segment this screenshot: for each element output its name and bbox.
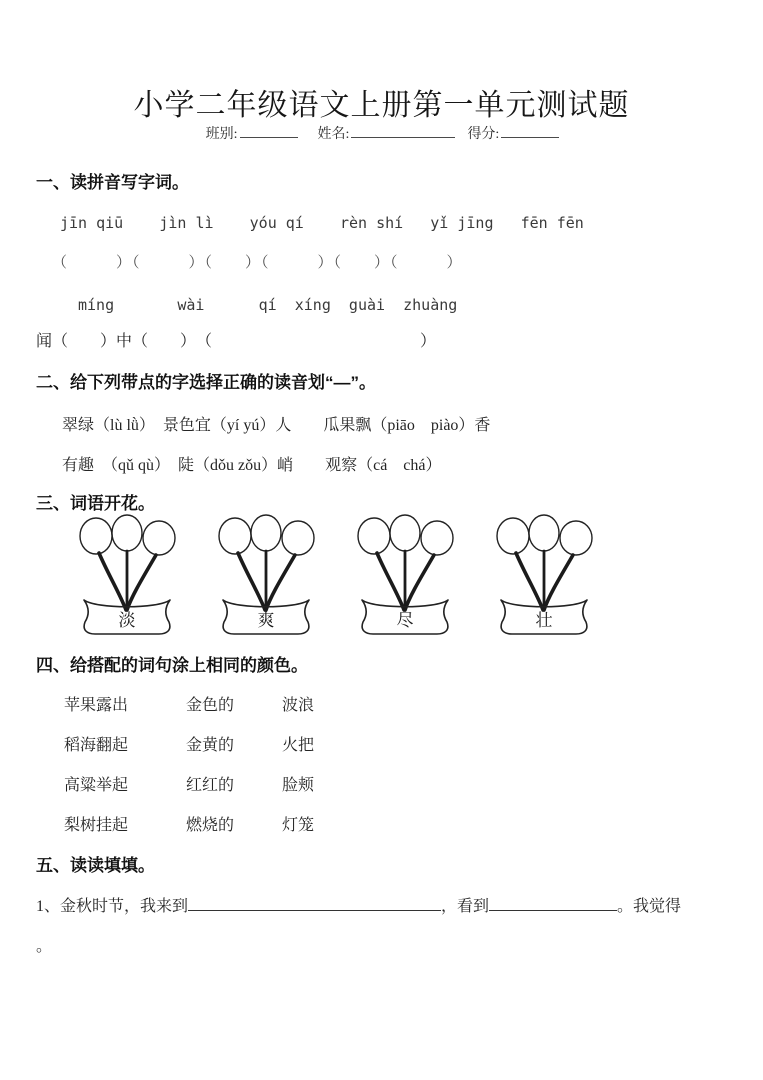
question-text: ，看到 (441, 898, 490, 915)
match-cell: 红红的 (186, 777, 235, 794)
section-one-heading: 一、读拼音写字词。 (36, 173, 189, 192)
stem (516, 553, 543, 610)
section-two-line-2: 有趣 （qǔ qù） 陡（dǒu zǒu）峭 观察（cá chá） (62, 457, 442, 474)
matching-table (64, 686, 402, 846)
flower-pot-drawing (70, 512, 185, 636)
section-one-bracket-row: （ ）（ ）（ ）（ ）（ ）（ ） (52, 255, 463, 271)
section-one-pinyin-row-2: míng wài qí xíng guài zhuàng (78, 296, 458, 314)
match-cell: 燃烧的 (186, 817, 235, 834)
petal-circle (112, 515, 142, 551)
match-cell: 脸颊 (282, 777, 315, 794)
petal-circle (529, 515, 559, 551)
stem (127, 555, 156, 610)
petal-circle (358, 518, 390, 554)
stem (238, 553, 265, 610)
match-cell: 苹果露出 (64, 697, 129, 714)
flower-pot-drawing (209, 512, 324, 636)
match-cell: 高粱举起 (64, 777, 129, 794)
student-info-line (0, 122, 763, 143)
match-cell: 梨树挂起 (64, 817, 129, 834)
petal-circle (282, 521, 314, 555)
petal-circle (251, 515, 281, 551)
stem (405, 555, 434, 610)
section-four-heading: 四、给搭配的词句涂上相同的颜色。 (36, 656, 308, 675)
stem (544, 555, 573, 610)
class-blank (240, 122, 298, 138)
pot-character: 尽 (396, 611, 414, 630)
petal-circle (219, 518, 251, 554)
name-label: 姓名: (317, 127, 350, 142)
match-cell: 金色的 (186, 697, 235, 714)
class-label: 班别: (205, 127, 238, 142)
flower-pot-drawing (487, 512, 602, 636)
pot-character: 淡 (118, 611, 136, 630)
section-two-heading: 二、给下列带点的字选择正确的读音划“—”。 (36, 373, 376, 392)
match-cell: 波浪 (282, 697, 315, 714)
fill-blank (489, 895, 617, 911)
word-flower-pot (348, 512, 463, 636)
word-flower-pot (209, 512, 324, 636)
section-two-line-1: 翠绿（lù lǜ） 景色宜（yí yú）人 瓜果飘（piāo piào）香 (62, 417, 491, 434)
match-cell: 灯笼 (282, 817, 315, 834)
match-cell: 火把 (282, 737, 315, 754)
petal-circle (80, 518, 112, 554)
name-blank (351, 122, 455, 138)
page-title: 小学二年级语文上册第一单元测试题 (133, 89, 630, 122)
stem (266, 555, 295, 610)
petal-circle (560, 521, 592, 555)
stem (99, 553, 126, 610)
section-one-answer-row: 闻（ ）中（ ） （ ） (36, 333, 437, 350)
section-three-heading: 三、词语开花。 (36, 494, 155, 513)
section-five-heading: 五、读读填填。 (36, 856, 155, 875)
fill-in-question-1 (36, 893, 681, 916)
section-one-pinyin-row-1: jīn qiū jìn lì yóu qí rèn shí yǐ jīng fēn fēn (60, 214, 584, 232)
pot-character: 爽 (257, 611, 275, 630)
question-text: 。我觉得 (617, 898, 682, 915)
word-flower-pot (487, 512, 602, 636)
match-cell: 稻海翻起 (64, 737, 129, 754)
question-text: 1、金秋时节，我来到 (36, 898, 189, 915)
word-flower-diagram (70, 512, 602, 636)
score-blank (501, 122, 559, 138)
petal-circle (497, 518, 529, 554)
petal-circle (143, 521, 175, 555)
fill-in-question-1-end: 。 (36, 938, 53, 955)
match-cell: 金黄的 (186, 737, 235, 754)
petal-circle (390, 515, 420, 551)
fill-blank (188, 895, 441, 911)
petal-circle (421, 521, 453, 555)
word-flower-pot (70, 512, 185, 636)
flower-pot-drawing (348, 512, 463, 636)
stem (377, 553, 404, 610)
pot-character: 壮 (535, 611, 553, 630)
score-label: 得分: (467, 127, 500, 142)
